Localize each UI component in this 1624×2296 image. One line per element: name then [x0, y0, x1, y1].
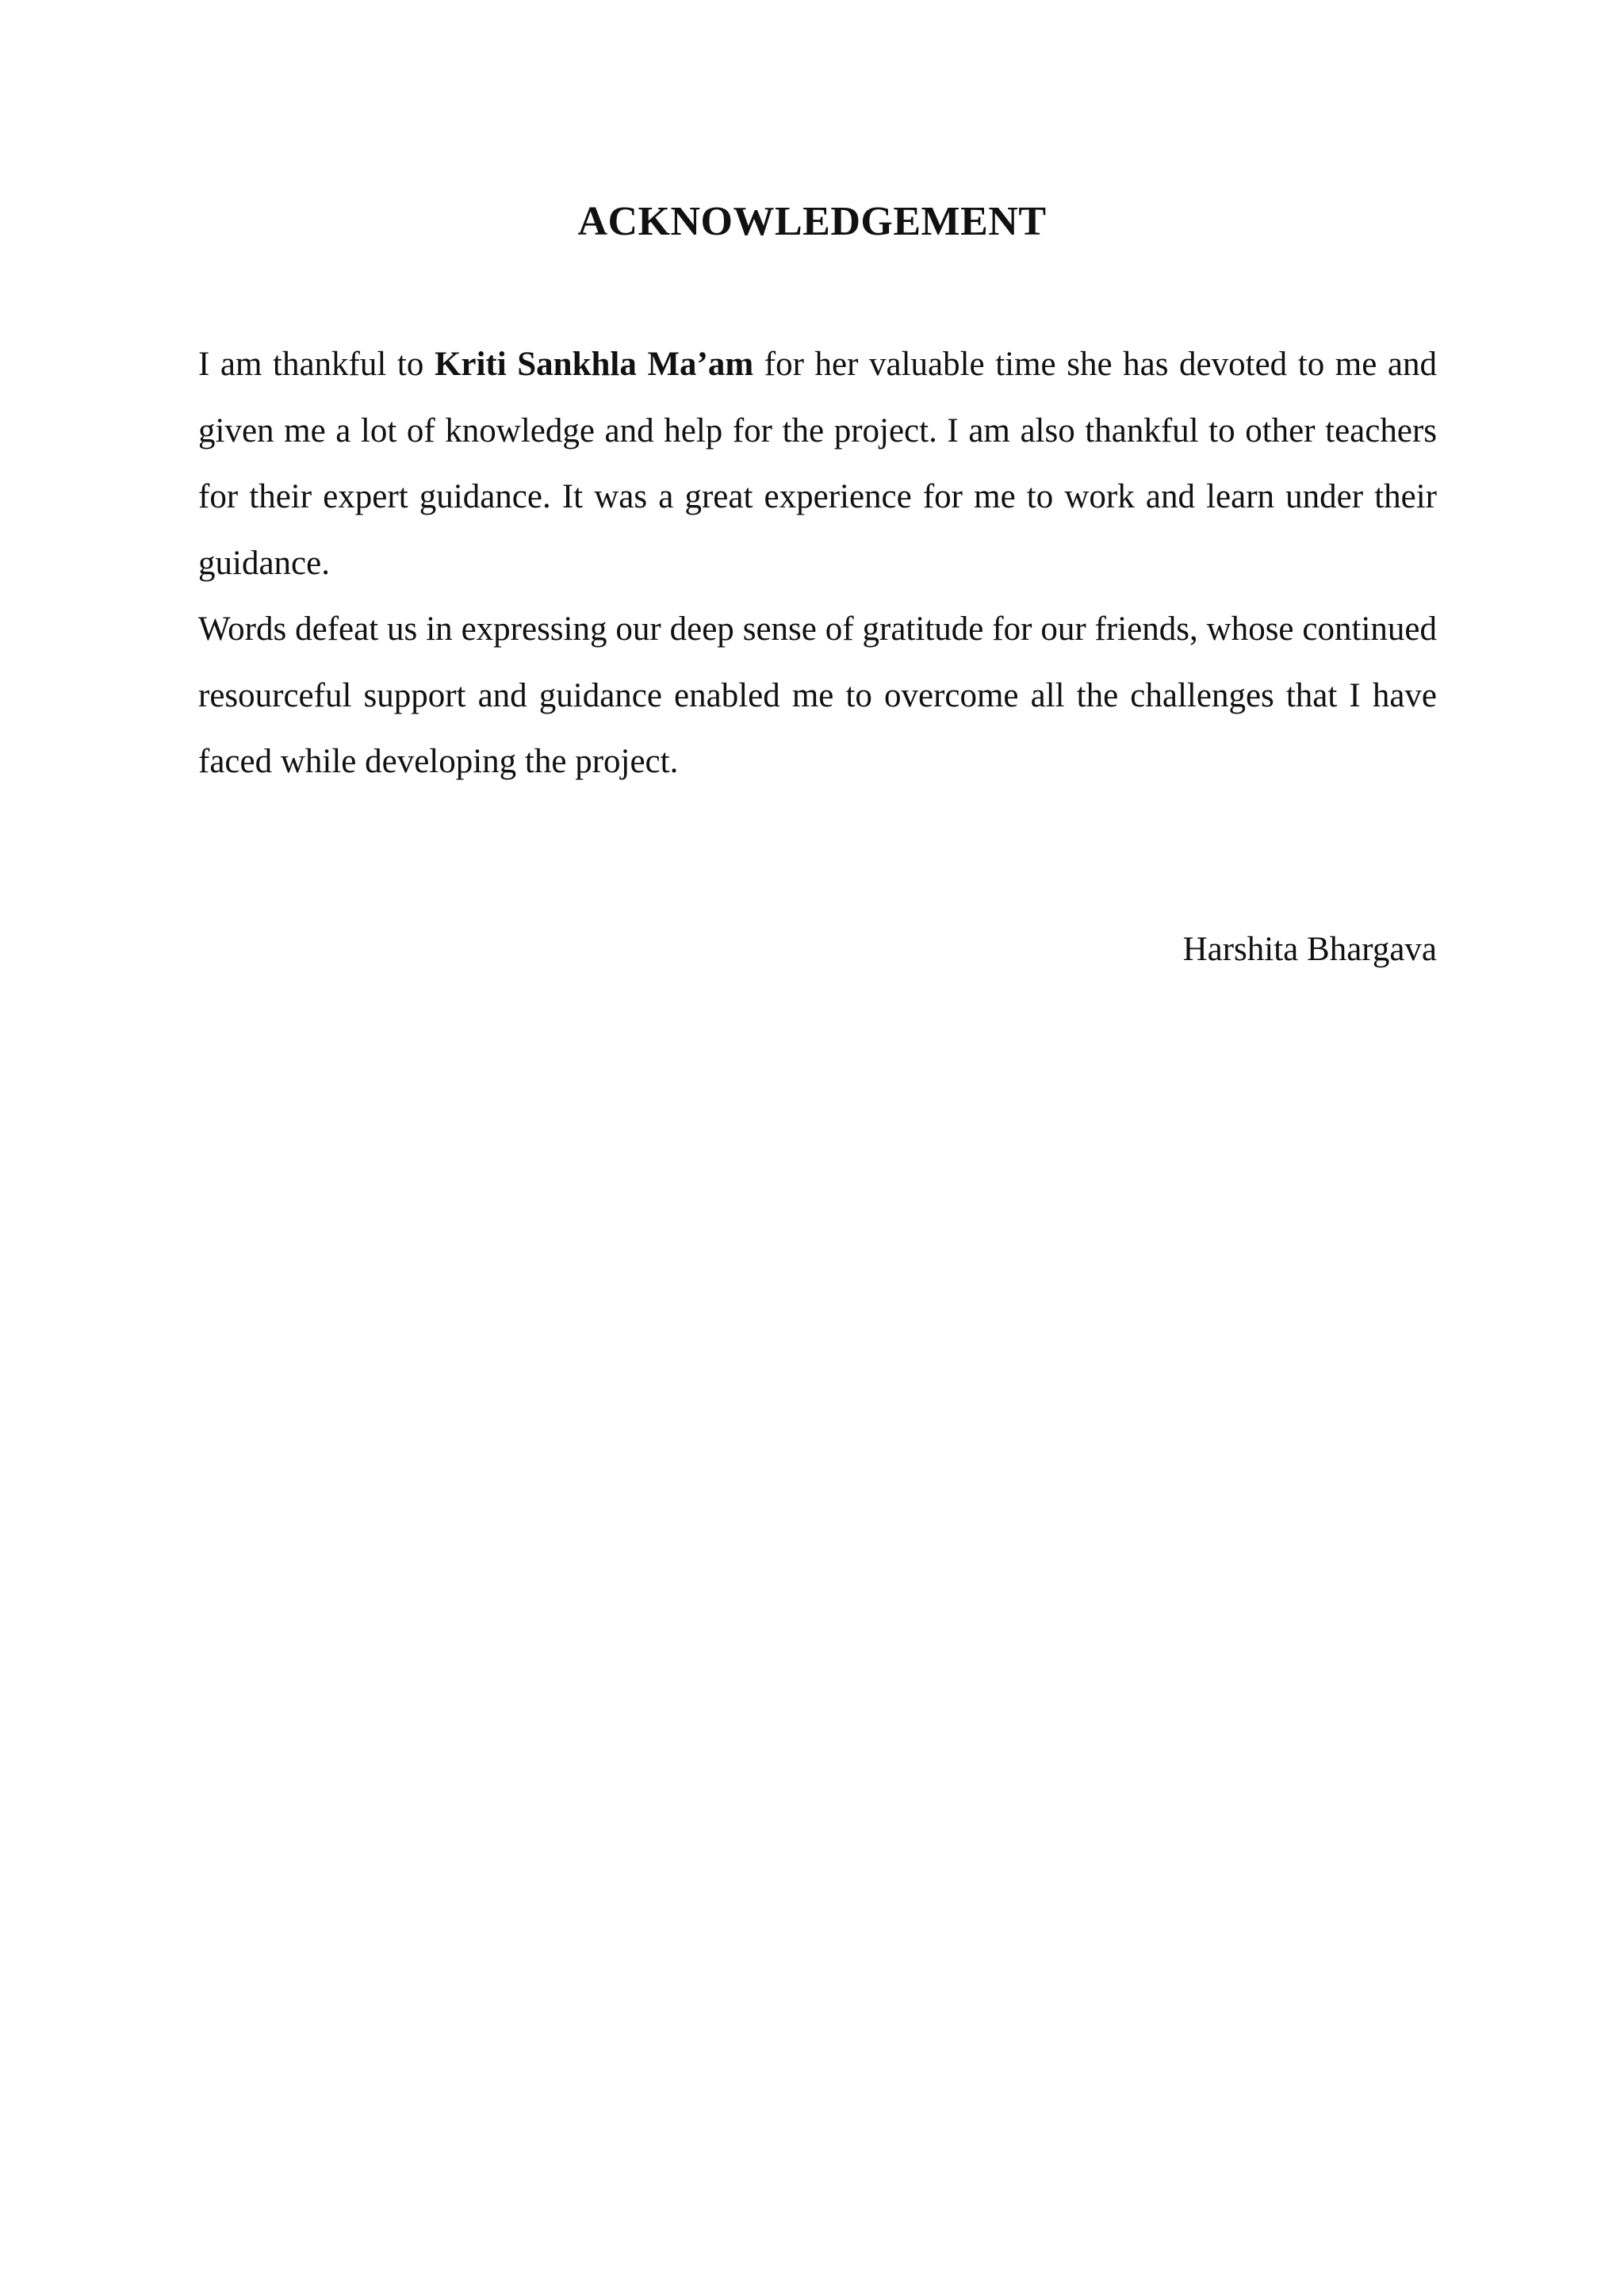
- author-signature: Harshita Bhargava: [1182, 931, 1437, 968]
- page-title: ACKNOWLEDGEMENT: [577, 199, 1047, 244]
- mentor-name: Kriti Sankhla Ma’am: [434, 346, 754, 383]
- acknowledgement-body: [198, 331, 1437, 795]
- paragraph-thanks-rest: for her valuable time she has devoted to me and given me a lot of knowledge and help for the project. I am also thankful to other teachers for their expert guidance. It was a great experience for me to work and learn under their guidance.: [198, 346, 1437, 582]
- paragraph-thanks-intro: I am thankful to: [198, 346, 435, 383]
- paragraph-gratitude: Words defeat us in expressing our deep sense of gratitude for our friends, whose continued resourceful support and guidance enabled me to overcome all the challenges that I have faced while developing the project.: [198, 610, 1437, 780]
- paragraph-thanks: [198, 331, 1437, 596]
